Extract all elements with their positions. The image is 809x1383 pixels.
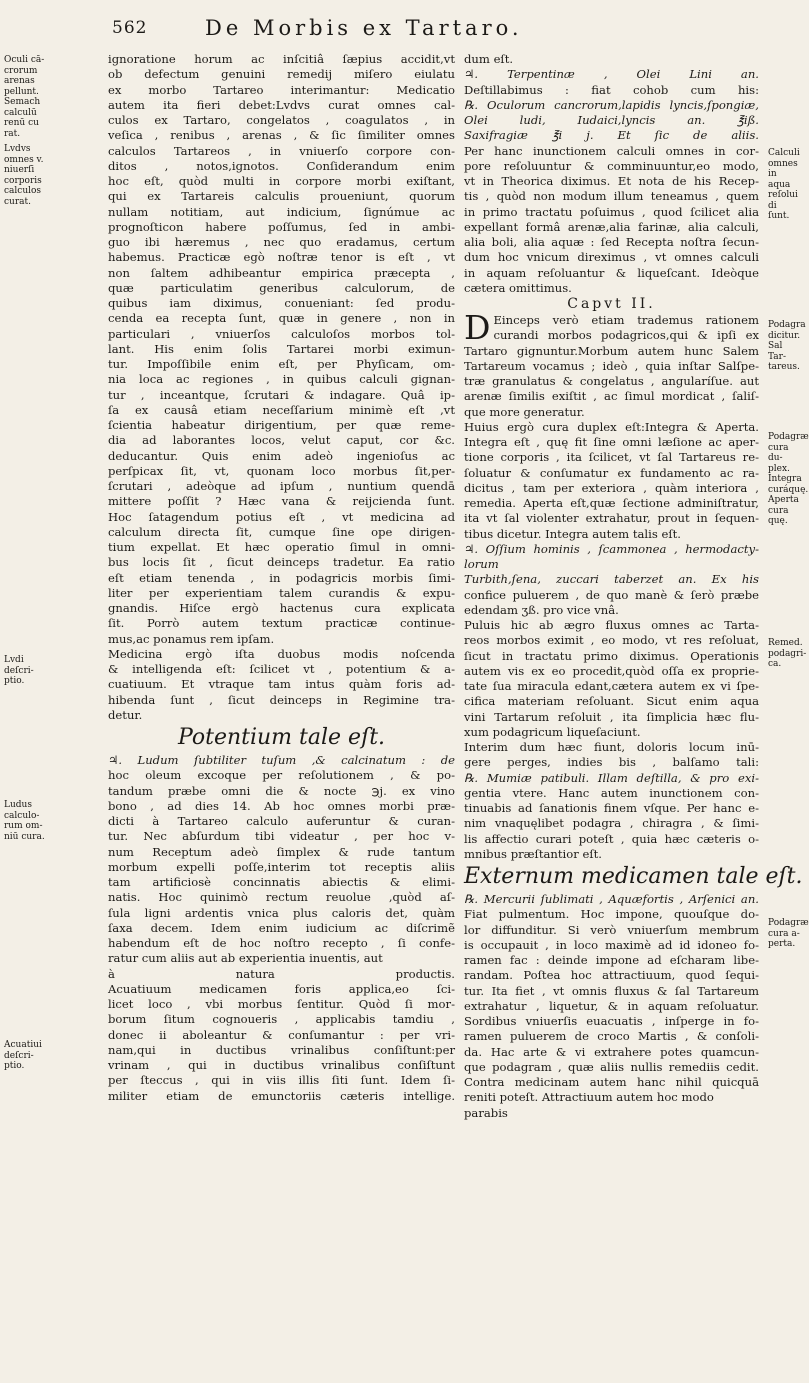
text-line: natis. Hoc quinimò rectum reuolue ,quòd aſ- — [108, 890, 455, 905]
text-line: nam,qui in ductibus vrinalibus conſiſtunt:per — [108, 1042, 455, 1057]
text-line: gere perges, indies bis , balſamo tali: — [464, 755, 759, 770]
text-line: lorum — [464, 557, 499, 571]
drop-cap: D — [464, 308, 491, 347]
text-line: qui ex Tartareis calculis proueniunt, quorum — [108, 189, 455, 204]
text-line: mnibus præſtantior eſt. — [464, 846, 602, 861]
text-line: ♃. Oſſium hominis , ſcammonea , hermodacty- — [464, 541, 759, 556]
text-line: dicti à Tartareo calculo auferuntur & curan- — [108, 814, 455, 828]
text-line: tur. Ita fiet , vt omnis fluxus & ſal Tartareum — [464, 983, 759, 998]
text-line-content: Einceps verò etiam trademus rationem — [493, 313, 759, 327]
text-line: reniti poteſt. Attractiuum autem hoc modo — [464, 1090, 714, 1105]
text-line: nullam notitiam, aut indicium, ſignúmue ac — [108, 204, 455, 219]
text-line: vini Tartarum reſoluit , ita ſimplicia hæc flu- — [464, 709, 759, 724]
text-line: dia ad laborantes locos, velut caput, cor &c. — [108, 433, 455, 448]
page-number: 562 — [112, 18, 148, 38]
text-line: edendam ʒß. pro vice vnâ. — [464, 602, 619, 617]
text-line: is occupauit , in loco maximè ad id idoneo fo- — [464, 937, 759, 952]
margin-note-ludi-descriptio: Lvdi deſcri- ptio. — [4, 655, 34, 686]
text-line: per ſteccus , qui in viis illis ſiti ſunt. Idem ſi- — [108, 1073, 455, 1088]
text-line: Interim dum hæc fiunt, doloris locum inū- — [464, 740, 759, 754]
text-line: Saxifragiæ ℥i j. Et ſic de aliis. — [464, 128, 759, 143]
margin-note-ludus-cura: Ludus calculo- rum om- niū cura. — [4, 800, 45, 842]
text-line: detur. — [108, 707, 143, 722]
left-text-column — [108, 52, 455, 1352]
text-line: tione corporis , ita ſcilicet, vt ſal Tartareus re- — [464, 450, 759, 465]
text-line: Medicina ergò iſta duobus modis noſcenda — [108, 646, 455, 661]
text-line: cuatiuum. Et vtraque tam intus quàm foris ad- — [108, 677, 455, 692]
text-line: autem ita fieri debet:Lvdvs curat omnes cal- — [108, 97, 455, 112]
text-line: ſula ligni ardentis vnica plus caloris det, quàm — [108, 905, 455, 920]
text-line: borum ſitum cognoueris , applicabis tamdiu , — [108, 1012, 455, 1027]
chapter-heading: Capvt II. — [567, 296, 656, 312]
margin-note-cura-duplex: Podagræ cura du- plex. Integra curáquę. Aperta cura quę. — [768, 432, 809, 526]
text-line: morbum expelli poſſe,interim tot receptis aliis — [108, 859, 455, 874]
text-line: non ſaltem adhibeantur empirica præcepta , — [108, 265, 455, 280]
text-line: tate ſua miracula edant,cætera autem ex vi ſpe- — [464, 679, 759, 693]
text-line: ℞. Oculorum cancrorum,lapidis lyncis,ſpongiæ, — [464, 97, 759, 112]
text-line: deducantur. Quis enim adeò ingenioſus ac — [108, 448, 455, 463]
text-line: dum hoc vnicum direximus , vt omnes calculi — [464, 250, 759, 265]
text-line: tis , quòd non modum illum teneamus , quem — [464, 189, 759, 204]
text-line: veſica , renibus , arenas , & ſic ſimiliter omnes — [108, 128, 455, 143]
text-line: parabis — [464, 1105, 508, 1120]
text-line: lant. His enim ſolis Tartarei morbi eximun- — [108, 341, 455, 356]
margin-note-calculi: Calculi omnes in aqua reſolui di ſunt. — [768, 148, 800, 221]
text-line: nim vnaquęlibet podagra , chiragra , & ſimi- — [464, 816, 759, 831]
text-line: ℞. Mercurii ſublimati , Aquæfortis , Arſenici an. — [464, 892, 759, 906]
text-line: arenæ ſimilis exiſtit , ac ſimul mordicat , ſaliſ- — [464, 389, 759, 404]
text-line: dum eſt. — [464, 52, 514, 66]
text-line: randam. Poſtea hoc attractiuum, quod ſequi- — [464, 968, 759, 983]
text-line: licet loco , vbi morbus ſentitur. Quòd ſi mor- — [108, 997, 455, 1011]
text-line: liter per experientiam talem curandis & expu- — [108, 585, 455, 600]
text-line: militer etiam de emunctoriis cæteris intellige. — [108, 1088, 455, 1103]
text-line: Per hanc inunctionem calculi omnes in cor- — [464, 143, 759, 158]
margin-note-oculi: Oculi cā- crorum arenas pellunt. Semach calculū renū cu rat. — [4, 55, 45, 139]
text-line: Acuatiuum medicamen foris applica,eo ſci- — [108, 981, 455, 996]
text-line: bus locis ſit , ſicut deinceps tradetur. Ea ratio — [108, 555, 455, 570]
text-line: expellant formâ arenæ,alia farinæ, alia calculi, — [464, 219, 759, 234]
text-line: da. Hac arte & vi extrahere potes quamcun- — [464, 1044, 759, 1059]
text-line: Olei ludi, Iudaici,lyncis an. ℥iß. — [464, 113, 759, 127]
text-line: Puluis hic ab ægro fluxus omnes ac Tarta- — [464, 618, 759, 632]
text-line: ſit. Porrò autem textum practicæ continue- — [108, 616, 455, 631]
text-line: hibenda ſunt , ſicut deinceps in Regimine tra- — [108, 692, 455, 707]
text-line: & intelligenda eſt: ſcilicet vt , potentium & a- — [108, 662, 455, 676]
text-line: gnandis. Hiſce ergò hactenus cura explicata — [108, 601, 455, 615]
text-line: in aquam reſoluantur & liqueſcant. Ideòque — [464, 265, 759, 280]
text-line: ditos , notos,ignotos. Conſiderandum enim — [108, 158, 455, 173]
text-line: tibus dicetur. Integra autem talis eſt. — [464, 526, 681, 541]
text-line: ita vt ſal violenter extrahatur, prout in ſequen- — [464, 511, 759, 526]
text-line: donec ii aboleantur & conſumantur : per vri- — [108, 1027, 455, 1042]
text-line: Fiat pulmentum. Hoc impone, quouſque do- — [464, 907, 759, 922]
text-line: ignoratione horum ac inſcitiâ ſæpius accidit,vt — [108, 52, 455, 66]
text-line: calculos Tartareos , in vniuerſo corpore con- — [108, 143, 455, 158]
text-line: quæ particulatim generibus calculorum, de — [108, 280, 455, 295]
text-line: ex morbo Tartareo interimantur: Medicatio — [108, 82, 455, 97]
text-line: autem vis ex eo procedit,quòd oſſa ex proprie- — [464, 663, 759, 678]
text-line: ob defectum genuini remedij miſero eiulatu — [108, 67, 455, 82]
text-line: cætera omittimus. — [464, 280, 572, 295]
text-line: culos ex Tartaro, congelatos , coagulatos , in — [108, 113, 455, 127]
running-title: De Morbis ex Tartaro. — [205, 16, 523, 40]
text-line: ramen fac : deinde impone ad eſcharam libe- — [464, 953, 759, 967]
text-line: træ granulatus & congelatus , angularíſue. aut — [464, 374, 759, 388]
text-line: tur. Impoſſibile enim eſt, per Phyſicam, om- — [108, 357, 455, 371]
text-line: ℞. Mumiæ patibuli. Illam deſtilla, & pro exi- — [464, 770, 759, 785]
margin-note-podagra: Podagra dicitur. Sal Tar- tareus. — [768, 320, 806, 372]
text-line: tur. Nec abſurdum tibi videatur , per hoc v- — [108, 829, 455, 844]
text-line: cifica materiam reſoluant. Sicut enim aqua — [464, 694, 759, 709]
margin-note-acuatiui: Acuatiui deſcri- ptio. — [4, 1040, 42, 1071]
text-line: confice puluerem , de quo manè & ſerò præbe — [464, 587, 759, 602]
text-line: tur , inceantque, ſcrutari & indagare. Quâ ip- — [108, 387, 455, 402]
text-line: Huius ergò cura duplex eſt:Integra & Aperta. — [464, 419, 759, 434]
section-heading: Externum medicamen tale eſt. — [464, 864, 803, 889]
text-line: nia loca ac regiones , in quibus calculi gignan- — [108, 372, 455, 387]
text-line: tinuabis ad ſanationis finem vſque. Per hanc e- — [464, 801, 759, 815]
text-line: ♃. Ludum ſubtiliter tuſum ,& calcinatum : de — [108, 753, 455, 767]
margin-note-ludus-curat: Lvdvs omnes v. niuerſi corporis calculos curat. — [4, 144, 44, 207]
text-line: ſaxa decem. Idem enim iudicium ac diſcrimẽ — [108, 920, 455, 935]
text-line: Turbith,ſena, zuccari taberzet an. Ex his — [464, 572, 759, 587]
text-line: vrinam , qui in ductibus vrinalibus conſiſtunt — [108, 1058, 455, 1072]
text-line: tam artificiosè concinnatis abiectis & elimi- — [108, 875, 455, 889]
text-line: in primo tractatu poſuimus , quod ſcilicet alia — [464, 204, 759, 219]
text-line: ſicut in tractatu primo diximus. Operationis — [464, 648, 759, 663]
text-line: Deſtillabimus : fiat cohob cum his: — [464, 82, 759, 97]
text-line: reos morbos eximit , eo modo, vt res reſoluat, — [464, 633, 759, 648]
text-line: extrahatur , liquetur, & in aquam reſoluatur. — [464, 998, 759, 1013]
text-line: que more generatur. — [464, 404, 585, 419]
text-line: que podagram , quæ aliis nullis remediis cedit. — [464, 1059, 759, 1074]
section-heading: Potentium tale eſt. — [177, 725, 386, 750]
text-line: calculum directa ſit, cumque ſine ope dirigen- — [108, 524, 455, 539]
text-line: ratur cum aliis aut ab experientia inuentis, aut — [108, 951, 383, 966]
text-line: Hoc ſatagendum potius eſt , vt medicina ad — [108, 509, 455, 524]
text-line: lis affectio curari poteſt , quia hæc cæteris o- — [464, 831, 759, 846]
text-line: habendum eſt de hoc noſtro recepto , ſi confe- — [108, 936, 455, 950]
text-line: remedia. Aperta eſt,quæ ſectione adminiſtratur, — [464, 496, 759, 510]
text-line: Integra eſt , quę fit ſine omni læſione ac aper- — [464, 435, 759, 449]
text-line: ♃. Terpentinæ , Olei Lini an. — [464, 67, 759, 82]
text-line: ſa ex causâ etiam neceſſarium minimè eſt ,vt — [108, 402, 455, 417]
margin-note-aperta: Podagræ cura a- perta. — [768, 918, 809, 949]
text-line: dicitus , tam per exteriora , quàm interiora , — [464, 480, 759, 495]
text-line: quibus iam diximus, conueniant: ſed produ- — [108, 296, 455, 310]
text-line: lor diffunditur. Si verò vniuerſum membrum — [464, 922, 759, 937]
text-line: alia boli, alia aquæ : ſed Recepta noſtra ſecun- — [464, 235, 759, 249]
text-line: xum podagricum liqueſaciunt. — [464, 724, 641, 739]
text-line: tandum præbe omni die & nocte ℈j. ex vino — [108, 783, 455, 798]
text-line: Tartaro gignuntur.Morbum autem hunc Salem — [464, 343, 759, 358]
text-line: vt in Theorica diximus. Et nota de his Recep- — [464, 174, 759, 188]
text-line: bono , ad dies 14. Ab hoc omnes morbi præ- — [108, 798, 455, 813]
text-line: particulari , vniuerſos calculoſos morbos tol- — [108, 326, 455, 341]
text-line: mittere poſſit ? Hæc vana & reijcienda ſunt. — [108, 494, 455, 509]
text-line: perſpicax ſit, vt, quonam loco morbus ſit,per- — [108, 463, 455, 478]
text-line: hoc oleum excoque per reſolutionem , & po- — [108, 768, 455, 783]
text-line: hoc eſt, quòd multi in corpore morbi exiſtant, — [108, 174, 455, 188]
text-line: pore reſoluuntur & comminuuntur,eo modo, — [464, 158, 759, 173]
text-line: ſoluatur & conſumatur ex fundamento ac ra- — [464, 465, 759, 480]
text-line: eſt etiam tenenda , in podagricis morbis ſimi- — [108, 570, 455, 585]
page-header — [110, 16, 710, 46]
text-line: Tartareum vocamus ; ideò , quia inſtar Salſpe- — [464, 358, 759, 373]
text-line: gentia vtere. Hanc autem inunctionem con- — [464, 785, 759, 800]
text-line: habemus. Practicæ egò noſtræ tenor is eſt , vt — [108, 250, 455, 265]
text-line: Contra medicinam autem hanc nihil quicquā — [464, 1075, 759, 1089]
text-line: ſcrutari , adeòque ad ipſum , nuntium quendā — [108, 479, 455, 493]
text-line: ramen puluerem de croco Martis , & conſoli- — [464, 1029, 759, 1044]
text-line: mus,ac ponamus rem ipſam. — [108, 631, 275, 646]
margin-note-remed: Remed. podagri- ca. — [768, 638, 807, 669]
text-line: Sordibus vniuerſis euacuatis , inſperge in fo- — [464, 1014, 759, 1028]
text-line: curandi morbos podagricos,qui & ipſi ex — [493, 328, 759, 343]
text-line: tium expellat. Et hæc operatio ſimul in omni- — [108, 540, 455, 554]
text-line: guo ibi hæremus , nec quo eradamus, certum — [108, 235, 455, 249]
text-line: à natura productis. — [108, 966, 455, 981]
text-line: prognoſticon habere poſſumus, ſed in ambi- — [108, 219, 455, 234]
text-line: cenda ea recepta ſunt, quæ in genere , non in — [108, 311, 455, 326]
text-line: num Receptum adeò ſimplex & rude tantum — [108, 844, 455, 859]
text-line: ſcientia habeatur dirigentium, per quæ reme- — [108, 418, 455, 432]
